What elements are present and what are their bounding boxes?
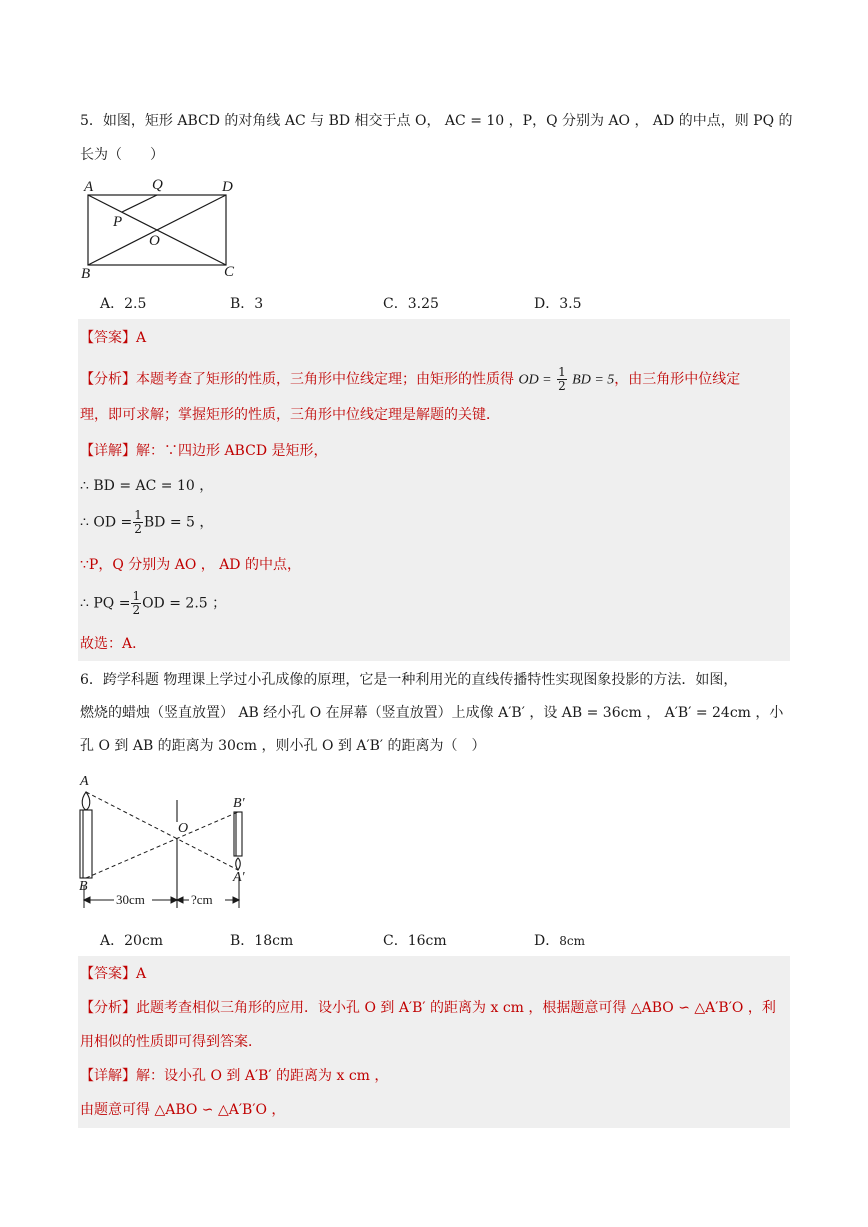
q5-detail-fraction-1 <box>133 509 143 536</box>
q5-option-b[interactable] <box>230 293 263 313</box>
q6-pinhole-figure <box>76 770 261 915</box>
q5-label-o: O <box>149 233 160 249</box>
q5-detail-line4: ∵P，Q 分别为 AO ， AD 的中点， <box>80 557 301 573</box>
q6-analysis-tag: 【分析】 <box>80 1000 136 1016</box>
q6-answer-value: A <box>136 966 147 982</box>
q6-stem-text-1: 跨学科题 物理课上学过小孔成像的原理，它是一种利用光的直线传播特性实现图象投影的方法．如图， <box>102 672 738 688</box>
q6-label-a: A <box>80 774 89 789</box>
q5-detail-line1 <box>80 441 328 461</box>
q5-detail-line5 <box>80 590 226 617</box>
fraction-numerator: 1 <box>132 589 141 603</box>
fraction-denominator: 2 <box>134 522 142 536</box>
q6-option-b[interactable] <box>230 930 293 950</box>
q5-stem-line1 <box>80 111 793 131</box>
q5-label-c: C <box>224 264 235 280</box>
q6-analysis-line1 <box>80 998 776 1018</box>
q6-detail-text-1: 解：设小孔 O 到 A′B′ 的距离为 x cm ， <box>136 1068 389 1084</box>
candle-flame-icon <box>82 792 90 810</box>
q5-detail-line6: 故选：A． <box>80 636 147 652</box>
q5-analysis-text-1a: 本题考查了矩形的性质，三角形中位线定理；由矩形的性质得 <box>136 371 514 388</box>
q5-detail-3-right: BD = 5 ， <box>143 514 214 531</box>
q5-detail-5-left: ∴ PQ = <box>80 595 131 612</box>
q6-option-d[interactable] <box>534 930 585 950</box>
q6-stem-line3: 孔 O 到 AB 的距离为 30cm ，则小孔 O 到 A′B′ 的距离为（ ） <box>80 738 486 754</box>
fraction-denominator: 2 <box>132 603 141 617</box>
q5-label-p: P <box>113 214 123 230</box>
q5-analysis-text-1b: ，由三角形中位线定 <box>614 371 741 388</box>
ray-a-to-aprime <box>86 792 238 870</box>
option-value: 8cm <box>559 934 585 948</box>
fraction-denominator: 2 <box>558 379 566 393</box>
option-key: D． <box>534 933 560 949</box>
option-key: C． <box>383 933 408 949</box>
q6-analysis-line2: 用相似的性质即可得到答案． <box>80 1034 262 1050</box>
q6-dim-left: 30cm <box>116 892 145 907</box>
option-value: 3 <box>254 296 264 312</box>
q5-label-b: B <box>81 266 91 282</box>
option-key: A． <box>100 296 125 312</box>
q5-analysis-line2: 理，即可求解；掌握矩形的性质，三角形中位线定理是解题的关键． <box>80 407 500 423</box>
option-value: 3.25 <box>407 296 439 312</box>
q6-stem-line2: 燃烧的蜡烛（竖直放置） AB 经小孔 O 在屏幕（竖直放置）上成像 A′B′ ，设 AB = 36cm ， A′B′ = 24cm ，小 <box>80 705 784 721</box>
q6-number: 6． <box>80 672 103 688</box>
ray-b-to-bprime <box>86 812 238 878</box>
q6-answer <box>80 964 146 984</box>
fraction-numerator: 1 <box>558 365 566 379</box>
q5-detail-line2: ∴ BD = AC = 10 ， <box>80 478 214 494</box>
q5-number: 5． <box>80 113 103 129</box>
q5-option-c[interactable] <box>383 293 439 313</box>
option-value: 2.5 <box>124 296 147 312</box>
q5-detail-fraction-2 <box>131 590 141 617</box>
q5-analysis-eq-left: OD = <box>518 372 552 388</box>
q6-answer-tag: 【答案】 <box>80 966 136 982</box>
q5-detail-line3 <box>80 509 213 536</box>
option-key: A． <box>100 933 125 949</box>
q5-detail-5-right: OD = 2.5 ； <box>142 595 227 612</box>
candle-body <box>80 810 92 878</box>
option-key: B． <box>230 296 255 312</box>
q6-dim-right: ?cm <box>191 892 213 907</box>
q5-analysis-tag: 【分析】 <box>80 371 136 388</box>
option-value: 18cm <box>254 933 294 949</box>
q5-segment-pq <box>122 195 157 212</box>
image-candle-body <box>234 812 242 856</box>
q5-answer-value: A <box>136 330 147 346</box>
option-value: 3.5 <box>559 296 582 312</box>
q6-stem-line1 <box>80 670 737 690</box>
q5-analysis-line1 <box>80 366 740 393</box>
fraction-numerator: 1 <box>134 508 142 522</box>
q5-rectangle-figure <box>80 174 250 284</box>
q5-label-d: D <box>222 179 233 195</box>
q6-label-bprime: B′ <box>233 796 245 811</box>
q6-label-o: O <box>178 821 189 836</box>
option-key: C． <box>383 296 408 312</box>
q5-analysis-fraction <box>557 366 567 393</box>
q5-option-d[interactable] <box>534 293 582 313</box>
q5-stem-text-1: 如图，矩形 ABCD 的对角线 AC 与 BD 相交于点 O， AC = 10 ，P，Q 分别为 AO ， AD 的中点，则 PQ 的 <box>102 113 793 129</box>
q5-label-a: A <box>84 179 94 195</box>
option-value: 20cm <box>124 933 164 949</box>
q6-option-c[interactable] <box>383 930 447 950</box>
option-value: 16cm <box>407 933 447 949</box>
q5-detail-text-1: 解：∵四边形 ABCD 是矩形， <box>136 443 328 459</box>
q6-label-b: B <box>79 879 88 894</box>
q5-stem-line2: 长为（ ） <box>80 147 164 163</box>
q5-analysis-eq-right: BD = 5 <box>572 372 615 388</box>
q5-detail-tag: 【详解】 <box>80 443 136 459</box>
option-key: D． <box>534 296 560 312</box>
q6-detail-tag: 【详解】 <box>80 1068 136 1084</box>
q6-option-a[interactable] <box>100 930 163 950</box>
q5-answer <box>80 328 146 348</box>
q5-option-a[interactable] <box>100 293 146 313</box>
image-flame-icon <box>236 858 241 870</box>
q5-label-q: Q <box>152 177 163 193</box>
q5-detail-3-left: ∴ OD = <box>80 514 133 531</box>
option-key: B． <box>230 933 255 949</box>
q6-detail-line2: 由题意可得 △ABO ∽ △A′B′O ， <box>80 1102 286 1118</box>
q5-answer-tag: 【答案】 <box>80 330 136 346</box>
q6-detail-line1 <box>80 1066 388 1086</box>
q6-analysis-text-1: 此题考查相似三角形的应用．设小孔 O 到 A′B′ 的距离为 x cm ，根据题意可得 △ABO ∽ △A′B′O ，利 <box>136 1000 776 1016</box>
q6-label-aprime: A′ <box>233 870 245 885</box>
